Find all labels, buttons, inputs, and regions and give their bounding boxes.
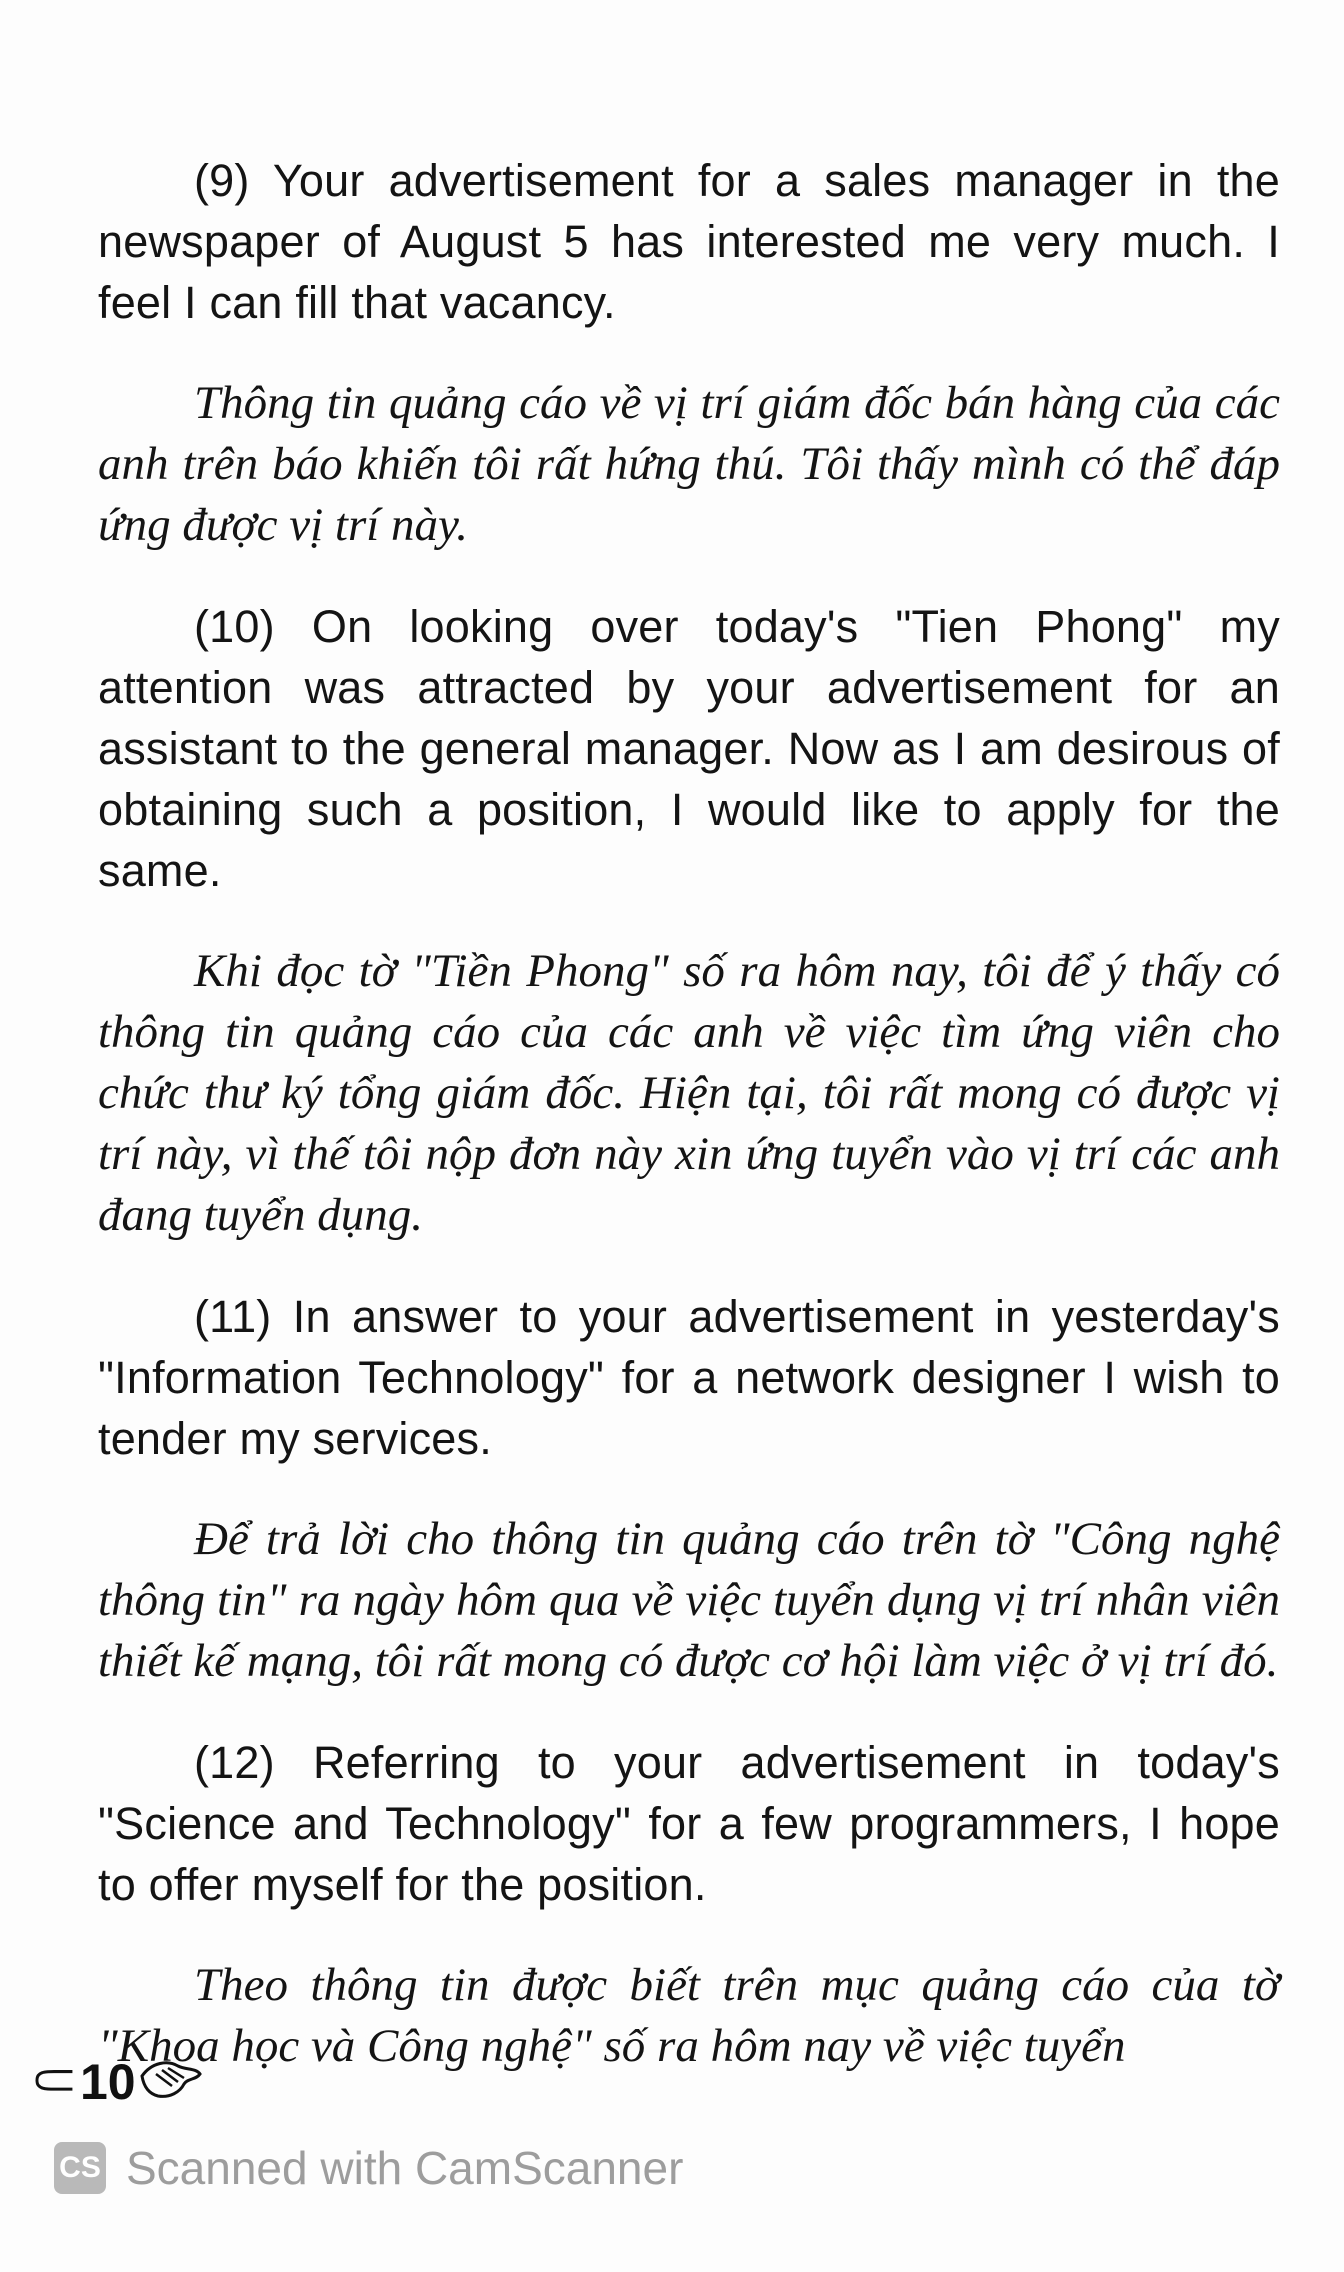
camscanner-logo-icon: CS <box>54 2142 106 2194</box>
page-number: 10 <box>80 2054 136 2110</box>
camscanner-watermark-text: Scanned with CamScanner <box>126 2142 684 2194</box>
paragraph-vietnamese-12: Theo thông tin được biết trên mục quảng cáo của tờ "Khoa học và Công nghệ" số ra hôm nay về việc tuyển <box>98 1959 1280 2072</box>
swirl-ornament-icon: ⸦ <box>22 2045 86 2119</box>
page-content <box>98 150 1280 2117</box>
page-footer <box>22 2045 322 2130</box>
page-number-badge <box>22 2045 322 2119</box>
hand-ornament-icon <box>138 2056 204 2109</box>
paragraph-vietnamese-11: Để trả lời cho thông tin quảng cáo trên tờ "Công nghệ thông tin" ra ngày hôm qua về việc tuyển dụng vị trí nhân viên thiết kế mạng, tôi rất mong có được cơ hội làm việc ở vị trí đó. <box>98 1513 1280 1687</box>
paragraph-english-10: (10) On looking over today's "Tien Phong" my attention was attracted by your advertisement for an assistant to the general manager. Now as I am desirous of obtaining such a position, I would like to apply for the same. <box>98 601 1280 896</box>
paragraph-english-9: (9) Your advertisement for a sales manager in the newspaper of August 5 has interested me very much. I feel I can fill that vacancy. <box>98 155 1280 328</box>
camscanner-watermark <box>54 2136 683 2200</box>
paragraph-vietnamese-9: Thông tin quảng cáo về vị trí giám đốc bán hàng của các anh trên báo khiến tôi rất hứng thú. Tôi thấy mình có thể đáp ứng được vị trí này. <box>98 377 1280 551</box>
paragraph-english-11: (11) In answer to your advertisement in yesterday's "Information Technology" for a network designer I wish to tender my services. <box>98 1291 1280 1464</box>
paragraph-vietnamese-10: Khi đọc tờ "Tiền Phong" số ra hôm nay, tôi để ý thấy có thông tin quảng cáo của các anh về việc tìm ứng viên cho chức thư ký tổng giám đốc. Hiện tại, tôi rất mong có được vị trí này, vì thế tôi nộp đơn này xin ứng tuyển vào vị trí các anh đang tuyển dụng. <box>98 945 1280 1241</box>
paragraph-english-12: (12) Referring to your advertisement in today's "Science and Technology" for a few programmers, I hope to offer myself for the position. <box>98 1737 1280 1910</box>
